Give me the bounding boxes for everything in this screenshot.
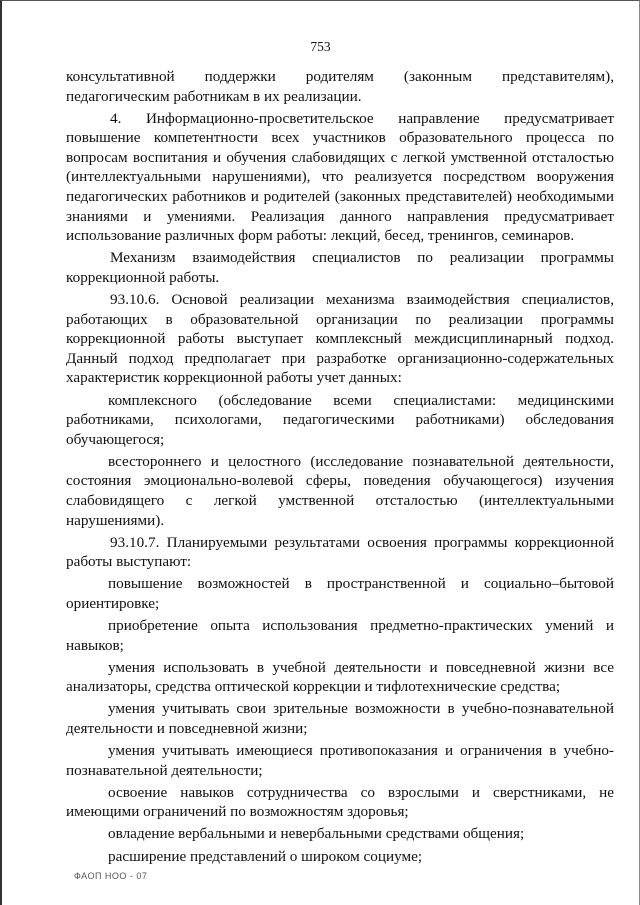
list-item-practical-skills: приобретение опыта использования предметно-практических умений и навыков; bbox=[66, 617, 614, 654]
document-body bbox=[66, 67, 614, 869]
paragraph-support-continuation: консультативной поддержки родителям (законным представителям), педагогическим работникам в их реализации. bbox=[66, 68, 614, 105]
list-item-analyzers: умения использовать в учебной деятельности и повседневной жизни все анализаторы, средства оптической коррекции и тифлотехнические средства; bbox=[66, 658, 614, 696]
paragraph-section-93-10-7: 93.10.7. Планируемыми результатами освоения программы коррекционной работы выступают: bbox=[66, 533, 614, 571]
footer-document-code: ФАОП НОО - 07 bbox=[74, 871, 148, 881]
list-item-orientation: повышение возможностей в пространственной и социально–бытовой ориентировке; bbox=[66, 575, 614, 612]
paragraph-section-93-10-6: 93.10.6. Основой реализации механизма взаимодействия специалистов, работающих в образовательной организации по реализации программы коррекционной работы выступает комплексный междисциплинарный подход. Данный подход предполагает при разработке организационно-содержательных характеристик коррекционной работы учет данных: bbox=[66, 291, 614, 387]
list-item-holistic-study: всестороннего и целостного (исследование познавательной деятельности, состояния эмоционально-волевой сферы, поведения обучающегося) изучения слабовидящего с легкой умственной отсталостью (интеллектуальными нарушениями). bbox=[66, 452, 614, 529]
list-item-visual-abilities: умения учитывать свои зрительные возможности в учебно-познавательной деятельности и повседневной жизни; bbox=[66, 700, 614, 737]
list-item-communication: овладение вербальными и невербальными средствами общения; bbox=[108, 825, 525, 843]
list-item-social-ideas: расширение представлений о широком социуме; bbox=[108, 847, 423, 865]
paragraph-information-direction: 4. Информационно-просветительское направление предусматривает повышение компетентности всех участников образовательного процесса по вопросам воспитания и обучения слабовидящих с легкой умственной отсталостью (интеллектуальными нарушениями), что реализуется посредством вооружения педагогических работников и родителей (законных представителей) необходимыми знаниями и умениями. Реализация данного направления предусматривает использование различных форм работы: лекций, бесед, тренингов, семинаров. bbox=[66, 109, 614, 245]
paragraph-mechanism-heading: Механизм взаимодействия специалистов по реализации программы коррекционной работы. bbox=[66, 249, 614, 286]
list-item-complex-examination: комплексного (обследование всеми специалистами: медицинскими работниками, психологами, педагогическими работниками) обследования обучающегося; bbox=[66, 391, 614, 448]
page-number: 753 bbox=[310, 39, 331, 54]
list-item-contraindications: умения учитывать имеющиеся противопоказания и ограничения в учебно-познавательной деятельности; bbox=[66, 742, 614, 779]
list-item-cooperation: освоение навыков сотрудничества со взрослыми и сверстниками, не имеющими ограничений по возможностям здоровья; bbox=[66, 783, 614, 821]
